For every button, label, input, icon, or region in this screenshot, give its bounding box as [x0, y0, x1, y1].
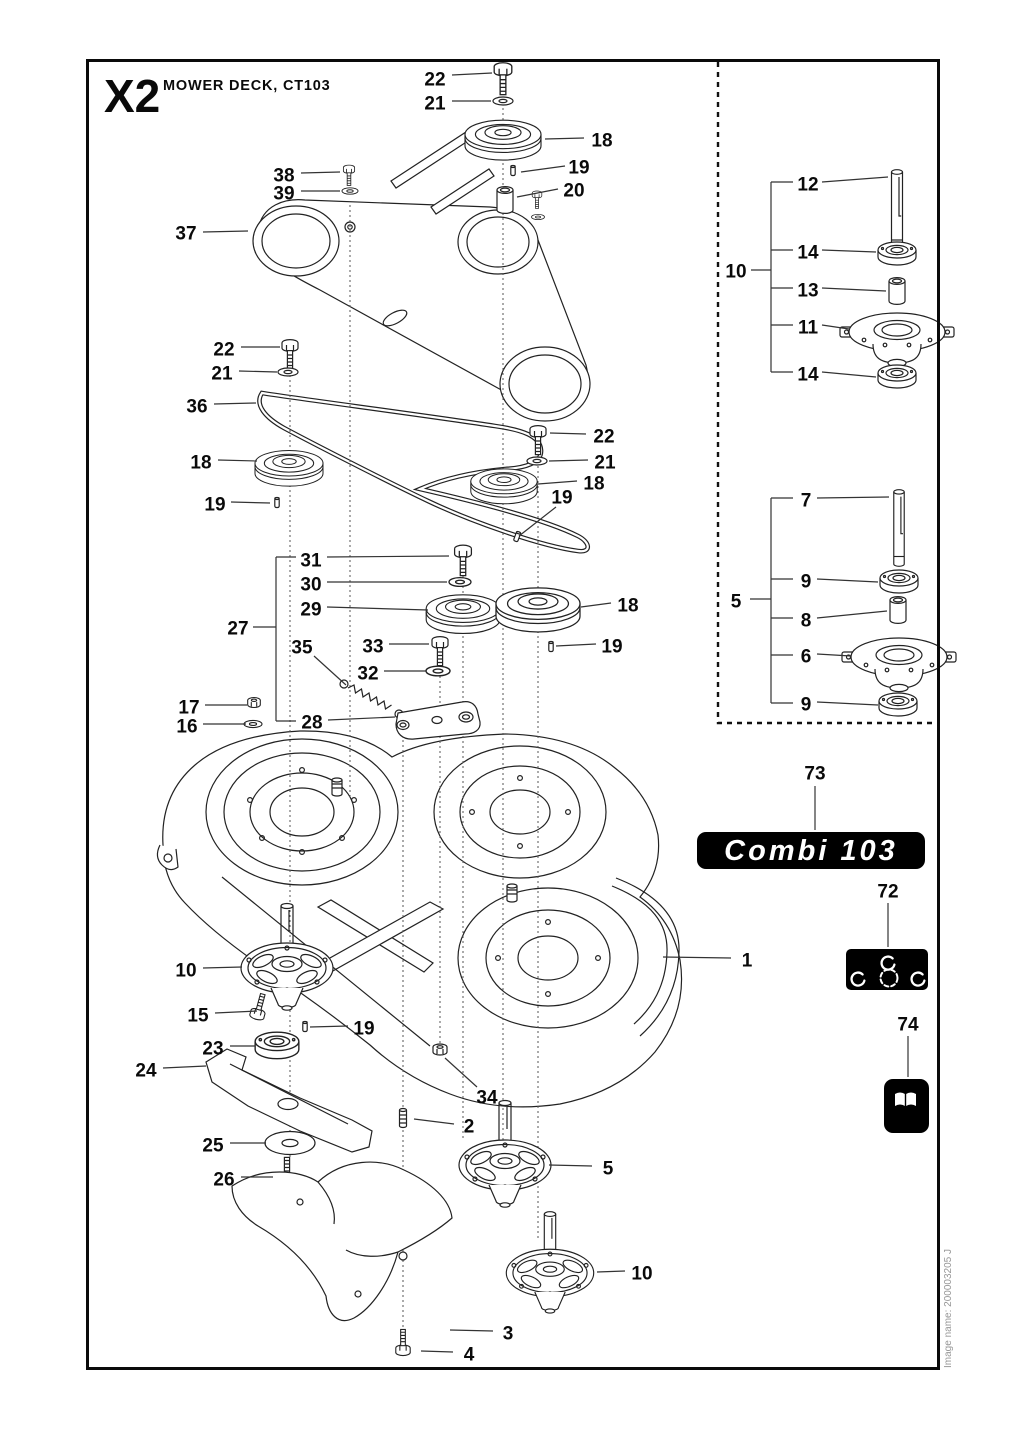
callout-label-8: 8	[800, 610, 812, 632]
callout-label-19: 19	[353, 1018, 375, 1040]
bearing-14	[878, 242, 916, 265]
key-19	[549, 642, 553, 652]
callout-label-15: 15	[187, 1005, 209, 1027]
key-19	[303, 1022, 307, 1032]
callout-label-5: 5	[602, 1158, 614, 1180]
callout-label-18: 18	[617, 595, 639, 617]
callout-label-18: 18	[190, 452, 212, 474]
callout-label-13: 13	[797, 280, 819, 302]
callout-label-20: 20	[563, 180, 585, 202]
washer-32	[426, 666, 450, 676]
washer-30	[449, 578, 471, 587]
bearing-23	[255, 1032, 299, 1058]
callout-label-25: 25	[202, 1135, 224, 1157]
washer-21	[493, 97, 513, 105]
callout-label-24: 24	[135, 1060, 157, 1082]
callout-label-21: 21	[424, 93, 446, 115]
callout-label-12: 12	[797, 174, 819, 196]
callout-label-21: 21	[594, 452, 616, 474]
callout-label-14: 14	[797, 242, 819, 264]
blade-washer-25	[265, 1132, 315, 1155]
callout-label-9: 9	[800, 571, 812, 593]
callout-label-18: 18	[591, 130, 613, 152]
callout-label-10: 10	[631, 1263, 653, 1285]
washer-small	[532, 214, 545, 219]
image-name-watermark: Image name: 200003205 J	[943, 1249, 954, 1368]
callout-label-27: 27	[227, 618, 249, 640]
callout-label-11: 11	[797, 317, 819, 339]
manual-decal-74	[884, 1079, 929, 1133]
callout-label-72: 72	[877, 881, 899, 903]
stud-2	[400, 1109, 407, 1128]
callout-label-23: 23	[202, 1038, 224, 1060]
washer-16	[244, 720, 262, 727]
nut-17	[248, 698, 261, 708]
page-title: X2	[104, 70, 161, 122]
callout-label-21: 21	[211, 363, 233, 385]
callout-label-73: 73	[804, 763, 826, 785]
key-19	[275, 498, 279, 508]
bearing-14	[878, 365, 916, 388]
callout-label-30: 30	[300, 574, 322, 596]
callout-label-39: 39	[273, 183, 295, 205]
deck-stud	[332, 778, 342, 796]
callout-label-22: 22	[424, 69, 446, 91]
callout-label-34: 34	[476, 1087, 498, 1109]
shaft-7	[894, 490, 904, 567]
callout-label-33: 33	[362, 636, 384, 658]
callout-label-26: 26	[213, 1169, 235, 1191]
callout-label-3: 3	[502, 1323, 514, 1345]
callout-label-74: 74	[897, 1014, 919, 1036]
combi-103-decal	[697, 832, 925, 869]
callout-label-22: 22	[213, 339, 235, 361]
combi-decal-text: Combi 103	[724, 835, 898, 867]
pulley-18-right	[471, 469, 537, 504]
callout-label-38: 38	[273, 165, 295, 187]
washer-39	[342, 188, 358, 194]
callout-label-19: 19	[568, 157, 590, 179]
callout-label-1: 1	[741, 950, 753, 972]
key-19	[511, 166, 515, 176]
pulley-18-top	[465, 120, 541, 160]
callout-label-29: 29	[300, 599, 322, 621]
callout-label-19: 19	[551, 487, 573, 509]
spacer-13	[889, 278, 905, 305]
callout-label-17: 17	[178, 697, 200, 719]
callout-label-10: 10	[725, 261, 747, 283]
callout-label-32: 32	[357, 663, 379, 685]
callout-label-19: 19	[204, 494, 226, 516]
washer-21	[527, 457, 547, 465]
callout-label-37: 37	[175, 223, 197, 245]
callout-label-7: 7	[800, 490, 812, 512]
callout-label-9: 9	[800, 694, 812, 716]
callout-label-2: 2	[463, 1116, 475, 1138]
callout-label-31: 31	[300, 550, 322, 572]
callout-label-4: 4	[463, 1344, 475, 1366]
shaft-12	[892, 170, 903, 251]
rotation-decal-72	[846, 949, 928, 990]
idler-pulley-29	[426, 595, 500, 634]
callout-label-18: 18	[583, 473, 605, 495]
callout-label-22: 22	[593, 426, 615, 448]
pulley-18-left	[255, 450, 323, 486]
spacer-8	[890, 597, 906, 624]
callout-label-5: 5	[730, 591, 742, 613]
bearing-9	[879, 693, 917, 716]
callout-label-19: 19	[601, 636, 623, 658]
page-subtitle: MOWER DECK, CT103	[163, 78, 331, 94]
callout-label-10: 10	[175, 960, 197, 982]
deck-stud	[507, 884, 517, 902]
callout-label-28: 28	[301, 712, 323, 734]
callout-label-36: 36	[186, 396, 208, 418]
callout-label-6: 6	[800, 646, 812, 668]
pulley-18-lower	[496, 588, 580, 632]
callout-label-16: 16	[176, 716, 198, 738]
washer-21	[278, 368, 298, 376]
callout-label-14: 14	[797, 364, 819, 386]
spacer-20	[497, 187, 513, 214]
callout-label-35: 35	[291, 637, 313, 659]
nut-34	[433, 1044, 447, 1055]
bearing-9	[880, 570, 918, 593]
